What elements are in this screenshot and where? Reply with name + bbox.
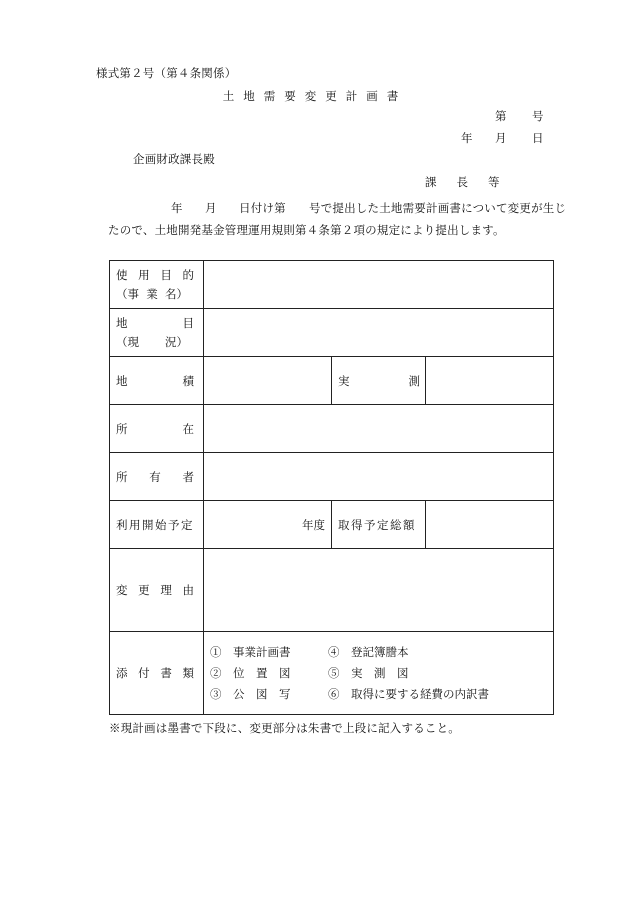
label-text: 積 (182, 373, 194, 388)
document-number-suffix: 号 (532, 109, 544, 123)
label-text: 付 (138, 666, 150, 680)
date-day: 日 (532, 131, 544, 145)
row-location (110, 405, 554, 453)
label-location (110, 405, 204, 453)
label-text: （事 (116, 286, 139, 301)
field-owner[interactable] (204, 453, 554, 501)
row-change-reason (110, 549, 554, 632)
label-land-category (110, 309, 204, 357)
date-year: 年 (461, 131, 473, 145)
label-text: 所 (116, 421, 128, 436)
attachment-item: ① 事業計画書 (210, 645, 291, 659)
field-area[interactable] (204, 357, 332, 405)
label-text: 目 (160, 267, 172, 282)
form-number: 様式第２号（第４条関係） (96, 66, 237, 80)
attachment-item: ③ 公 図 写 (210, 687, 291, 701)
label-text: 実 (338, 373, 350, 388)
field-start-year[interactable] (204, 501, 332, 549)
label-text: 使 (116, 267, 128, 282)
body-month: 月 (205, 201, 217, 215)
label-text: 有 (149, 469, 161, 484)
document-number-prefix: 第 (495, 109, 507, 123)
label-text: 地 (116, 315, 128, 330)
label-text: 名） (165, 286, 188, 301)
document-title: 土地需要変更計画書 (222, 89, 408, 103)
attachment-item: ⑥ 取得に要する経費の内訳書 (328, 687, 489, 701)
attachment-item: ⑤ 実 測 図 (328, 666, 409, 680)
label-text: 更 (138, 583, 150, 597)
label-owner (110, 453, 204, 501)
label-text: 者 (182, 469, 194, 484)
label-text: 的 (182, 267, 194, 282)
field-surveyed[interactable] (426, 357, 554, 405)
label-purpose (110, 261, 204, 309)
label-start-plan: 利用開始予定 (110, 501, 204, 549)
footer-note: ※現計画は墨書で下段に、変更部分は朱書で上段に記入すること。 (109, 721, 460, 735)
label-text: （現 (116, 334, 139, 349)
label-acquisition-total: 取得予定総額 (332, 501, 426, 549)
label-text: 所 (116, 469, 128, 484)
row-start-plan (110, 501, 554, 549)
form-table (109, 260, 554, 715)
label-text: 書 (160, 666, 172, 680)
label-text: 地 (116, 373, 128, 388)
row-area (110, 357, 554, 405)
label-surveyed (332, 357, 426, 405)
row-purpose (110, 261, 554, 309)
label-text: 在 (182, 421, 194, 436)
label-text: 添 (116, 666, 128, 680)
label-text: 業 (146, 286, 158, 301)
attachment-item: ④ 登記簿謄本 (328, 645, 409, 659)
label-text: 由 (182, 583, 194, 597)
sender: 課長等 (425, 175, 520, 189)
label-text: 況） (165, 334, 188, 349)
label-text: 測 (408, 373, 420, 388)
field-land-category[interactable] (204, 309, 554, 357)
label-text: 目 (182, 315, 194, 330)
label-attachments (110, 632, 204, 715)
row-owner (110, 453, 554, 501)
body-year: 年 (171, 201, 183, 215)
body-line-1 (96, 200, 576, 216)
attachment-item: ② 位 置 図 (210, 666, 291, 680)
label-text: 理 (160, 583, 172, 597)
row-attachments (110, 632, 554, 715)
label-text: 用 (138, 267, 150, 282)
label-text: 変 (116, 583, 128, 597)
field-purpose[interactable] (204, 261, 554, 309)
addressee: 企画財政課長殿 (133, 152, 215, 166)
body-line1-rest: 号で提出した土地需要計画書について変更が生じ (309, 201, 567, 215)
body-line-2: たので、土地開発基金管理運用規則第４条第２項の規定により提出します。 (108, 223, 505, 237)
fiscal-year-label: 年度 (302, 517, 325, 532)
field-acquisition-total[interactable] (426, 501, 554, 549)
label-change-reason (110, 549, 204, 632)
attachments-list (204, 632, 554, 715)
field-change-reason[interactable] (204, 549, 554, 632)
body-date-no: 日付け第 (239, 201, 286, 215)
date-month: 月 (495, 131, 507, 145)
field-location[interactable] (204, 405, 554, 453)
label-text: 類 (182, 666, 194, 680)
label-area (110, 357, 204, 405)
row-land-category (110, 309, 554, 357)
